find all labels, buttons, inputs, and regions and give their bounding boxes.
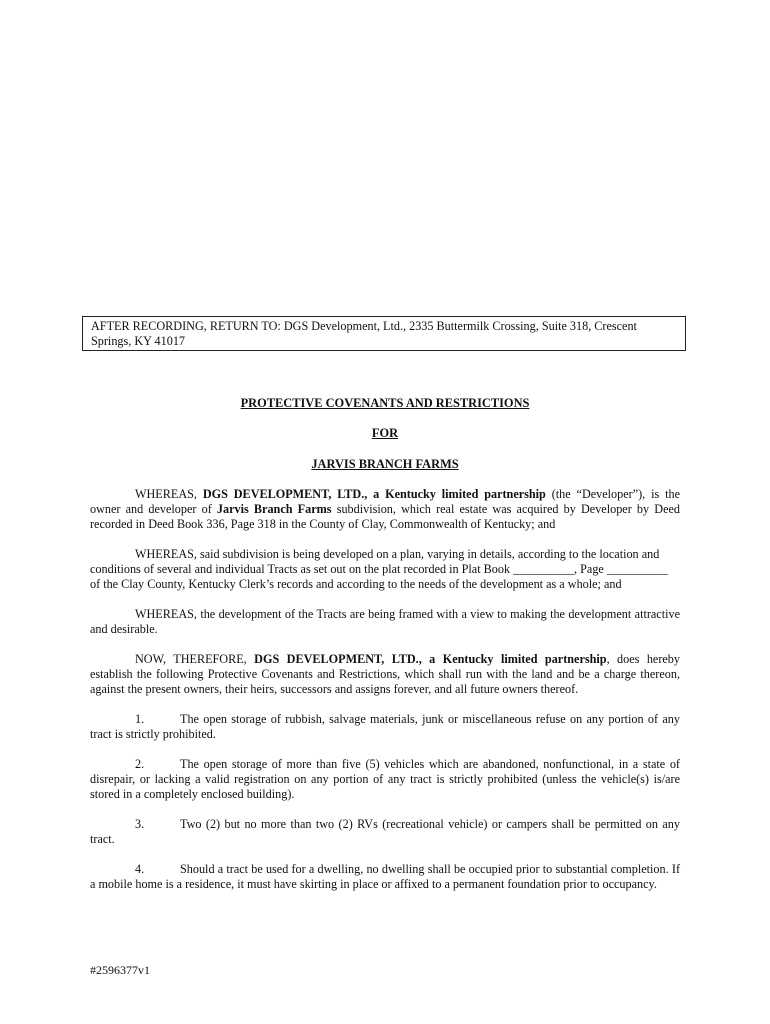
subdivision-name-bold: Jarvis Branch Farms (216, 502, 332, 516)
return-address-line-1: AFTER RECORDING, RETURN TO: DGS Development, Ltd., 2335 Buttermilk Crossing, Suite 318, Crescent (91, 319, 637, 333)
whereas-2-line-1 (90, 547, 680, 562)
whereas-paragraph-2 (90, 547, 680, 592)
text-run: , does hereby establish the following Protective Covenants and Restrictions, which shall run with the land and be a charge thereon, against the present owners, their heirs, successors and assigns forever, and all future owners thereof. (90, 652, 680, 696)
text-run: WHEREAS, said subdivision is being developed on a plan, varying in details, according to the location and (135, 547, 660, 561)
covenant-item-2 (90, 757, 680, 802)
whereas-2-line-3: of the Clay County, Kentucky Clerk’s records and according to the needs of the development as a whole; and (90, 577, 622, 591)
text-run: NOW, THEREFORE, (135, 652, 255, 666)
item-text: The open storage of rubbish, salvage materials, junk or miscellaneous refuse on any portion of any tract is strictly prohibited. (90, 712, 680, 741)
item-text: Two (2) but no more than two (2) RVs (recreational vehicle) or campers shall be permitted on any tract. (90, 817, 680, 846)
item-number: 1. (135, 712, 145, 726)
item-text: Should a tract be used for a dwelling, no dwelling shall be occupied prior to substantial completion. If a mobile home is a residence, it must have skirting in place or affixed to a permanent foundation prior to occupancy. (90, 862, 680, 891)
document-title-for: FOR (371, 426, 399, 440)
covenant-item-3 (90, 817, 680, 847)
whereas-paragraph-3 (90, 607, 680, 637)
item-number: 2. (135, 757, 145, 771)
text-run: WHEREAS, the development of the Tracts are being framed with a view to making the development attractive and desirable. (90, 607, 680, 636)
text-run: (the “Developer”), is the owner and developer of (90, 487, 680, 516)
developer-name-bold: DGS DEVELOPMENT, LTD., a Kentucky limited partnership (254, 652, 607, 666)
now-therefore-paragraph (90, 652, 680, 697)
item-number: 3. (135, 817, 145, 831)
subdivision-name-heading: JARVIS BRANCH FARMS (311, 457, 459, 471)
return-address-box (82, 316, 686, 351)
developer-name-bold: DGS DEVELOPMENT, LTD., a Kentucky limited partnership (202, 487, 546, 501)
covenant-item-1 (90, 712, 680, 742)
item-number: 4. (135, 862, 145, 876)
text-run: subdivision, which real estate was acquired by Developer by Deed recorded in Deed Book 336, Page 318 in the County of Clay, Commonwealth of Kentucky; and (90, 502, 680, 531)
text-run: WHEREAS, (135, 487, 203, 501)
whereas-2-line-2: conditions of several and individual Tracts as set out on the plat recorded in Plat Book __________, Page __________ (90, 562, 668, 576)
item-text: The open storage of more than five (5) vehicles which are abandoned, nonfunctional, in a state of disrepair, or lacking a valid registration on any portion of any tract is strictly prohibited (unless the vehicle(s) is/are stored in a completely enclosed building). (90, 757, 680, 801)
whereas-paragraph-1 (90, 487, 680, 532)
document-id-footer: #2596377v1 (90, 963, 150, 977)
return-address-line-2: Springs, KY 41017 (91, 334, 186, 348)
document-title: PROTECTIVE COVENANTS AND RESTRICTIONS (240, 396, 530, 410)
covenant-item-4 (90, 862, 680, 892)
